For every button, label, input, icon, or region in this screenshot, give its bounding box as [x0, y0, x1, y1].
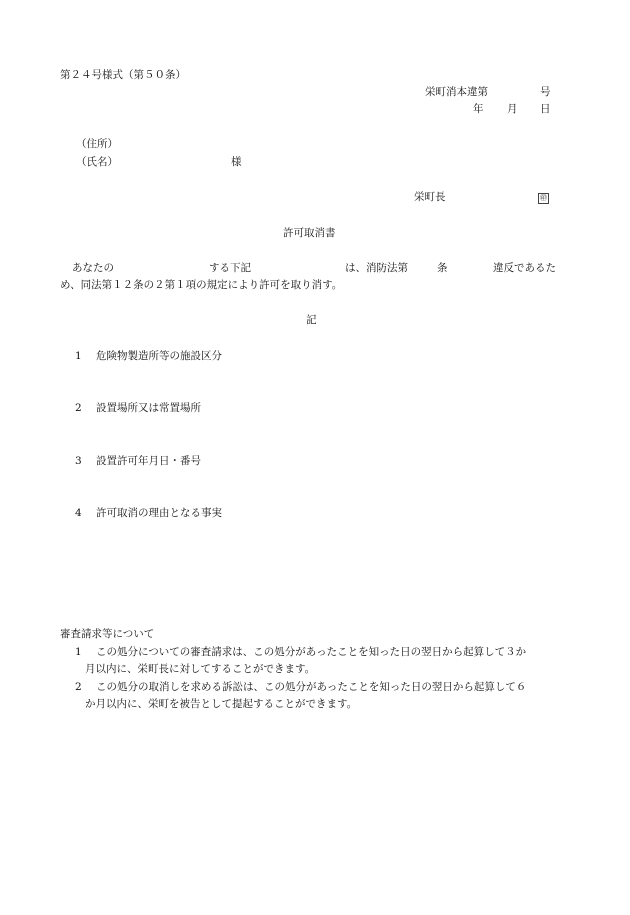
ki-heading: 記: [306, 314, 317, 326]
item-number: 2: [75, 402, 82, 414]
notice-item-line1: この処分の取消しを求める訴訟は、この処分があったことを知った日の翌日から起算して６: [96, 681, 527, 693]
body-seg4: 条: [437, 262, 448, 274]
body-seg1: あなたの: [72, 262, 114, 274]
date-year: 年: [473, 103, 484, 115]
notice-item-line1: この処分についての審査請求は、この処分があったことを知った日の翌日から起算して３か: [96, 646, 527, 658]
notice-item-line2: 月以内に、栄町長に対してすることができます。: [85, 663, 316, 675]
seal-icon: [538, 190, 549, 204]
document-title: 許可取消書: [283, 227, 336, 239]
item-label: 危険物製造所等の施設区分: [96, 350, 222, 362]
item-number: 3: [75, 455, 82, 467]
form-number: 第２４号様式（第５０条）: [60, 69, 186, 81]
body-seg3: は、消防法第: [345, 262, 408, 274]
body-seg2: する下記: [209, 262, 251, 274]
date-day: 日: [540, 103, 551, 115]
item-label: 設置許可年月日・番号: [96, 455, 201, 467]
body-seg5: 違反であるた: [493, 262, 556, 274]
seal-mark: ㊞: [540, 194, 547, 202]
notice-item-number: 2: [75, 681, 82, 693]
item-label: 許可取消の理由となる事実: [96, 507, 222, 519]
item-label: 設置場所又は常置場所: [96, 402, 201, 414]
document-number-suffix: 号: [540, 86, 551, 98]
issuer-title: 栄町長: [414, 191, 446, 203]
body-line2: め、同法第１２条の２第１項の規定により許可を取り消す。: [60, 279, 343, 291]
item-number: 1: [75, 350, 82, 362]
recipient-name-label: （氏名）: [76, 156, 118, 168]
recipient-honorific: 様: [231, 156, 242, 168]
date-month: 月: [507, 103, 518, 115]
item-number: 4: [75, 507, 82, 519]
document-number-prefix: 栄町消本違第: [425, 86, 488, 98]
notice-heading: 審査請求等について: [60, 628, 155, 640]
recipient-address-label: （住所）: [76, 138, 118, 150]
notice-item-line2: か月以内に、栄町を被告として提起することができます。: [85, 698, 358, 710]
notice-item-number: 1: [75, 646, 82, 658]
